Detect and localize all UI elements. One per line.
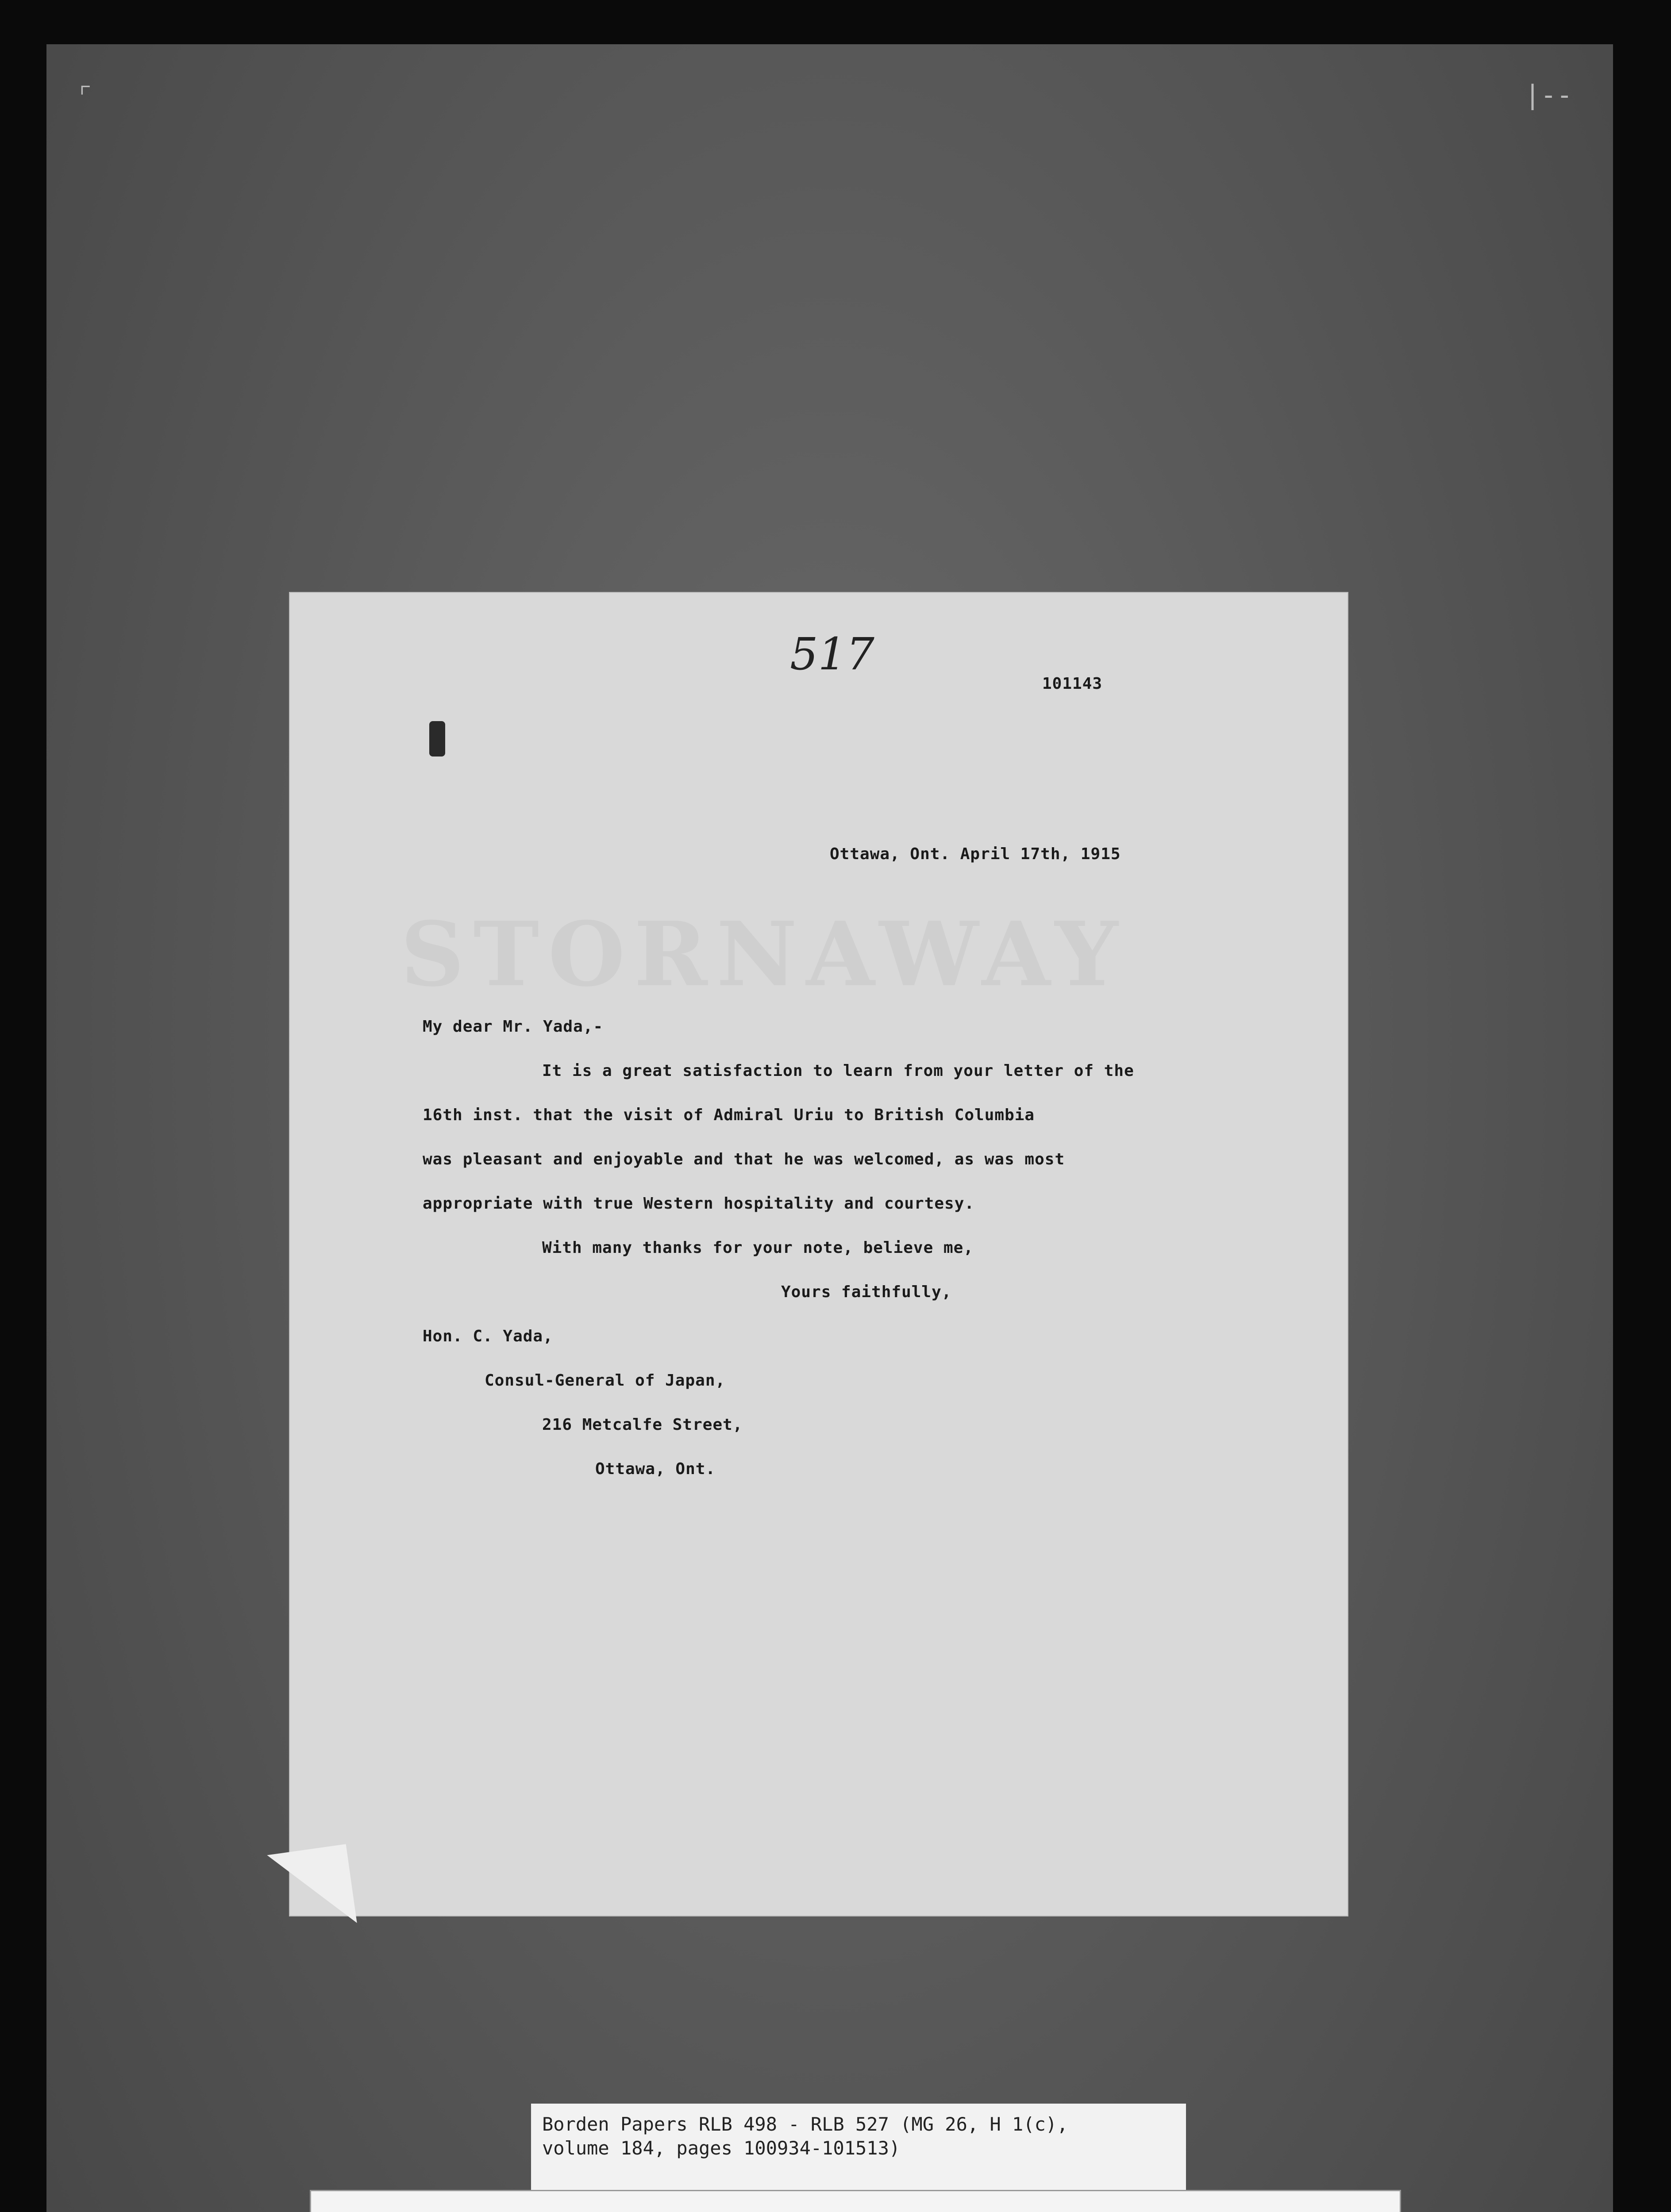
body-line: 16th inst. that the visit of Admiral Uriu to British Columbia [423,1106,1035,1124]
body-line: appropriate with true Western hospitality and courtesy. [423,1194,975,1213]
body-line: It is a great satisfaction to learn from your letter of the [542,1062,1134,1080]
archive-label [310,2190,1401,2212]
letter-date: Ottawa, Ont. April 17th, 1915 [830,845,1121,863]
address-line: Hon. C. Yada, [423,1327,553,1345]
film-mark-top-left: ⌜ [77,80,94,111]
closing: Yours faithfully, [781,1283,952,1301]
letterhead-watermark: STORNAWAY [400,902,1127,1006]
body-line: was pleasant and enjoyable and that he was welcomed, as was most [423,1150,1065,1168]
document-number: 101143 [1042,675,1103,693]
paper-clip-icon [429,721,445,757]
salutation: My dear Mr. Yada,- [423,1018,604,1036]
caption-line: Borden Papers RLB 498 - RLB 527 (MG 26, H 1(c), [542,2113,1068,2135]
body-line: With many thanks for your note, believe me, [542,1239,974,1257]
film-mark-top-right: |-- [1525,80,1573,111]
folio-number: 517 [790,628,874,680]
folded-corner [267,1844,357,1934]
address-line: Ottawa, Ont. [595,1460,716,1478]
collection-caption [531,2104,1186,2190]
address-line: Consul-General of Japan, [485,1371,726,1390]
caption-line: volume 184, pages 100934-101513) [542,2137,901,2159]
letter-page [290,593,1348,1916]
address-line: 216 Metcalfe Street, [542,1416,743,1434]
